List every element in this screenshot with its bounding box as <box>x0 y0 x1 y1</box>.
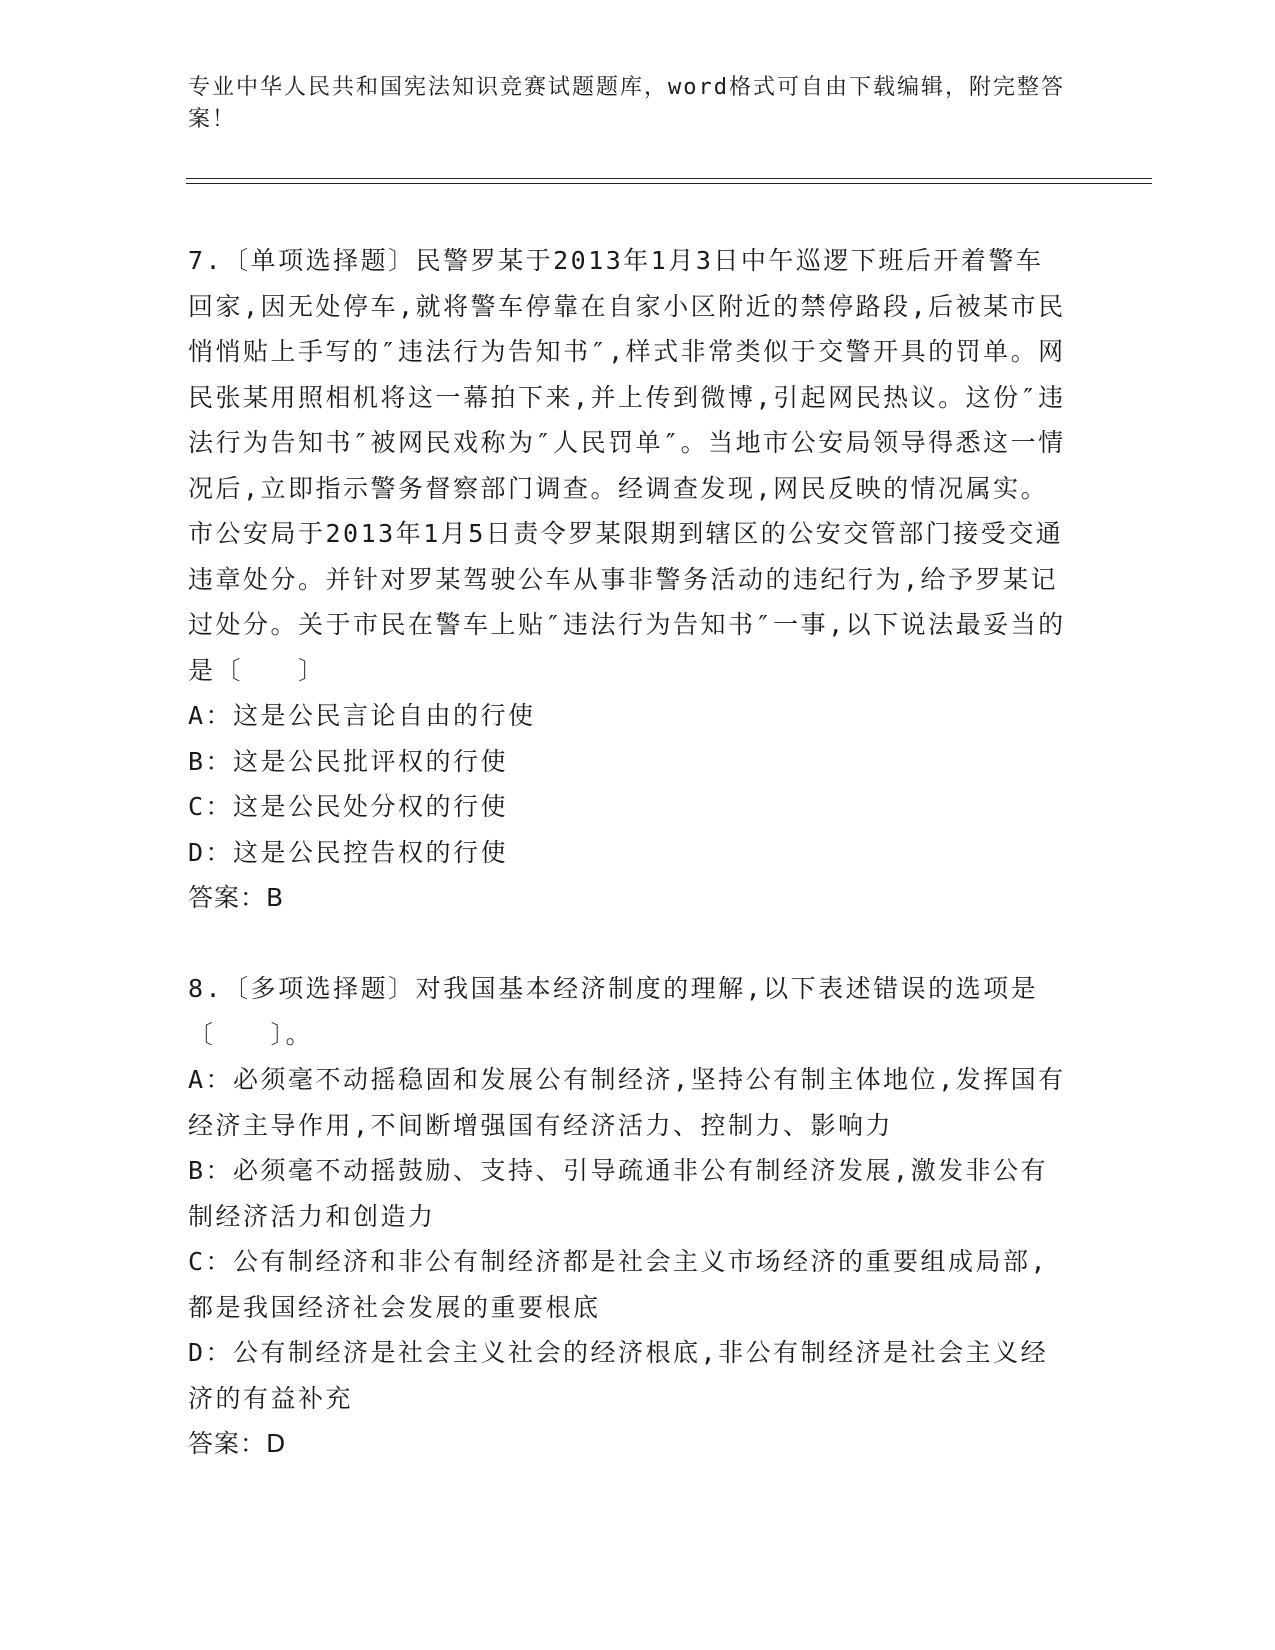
option-c: C：公有制经济和非公有制经济都是社会主义市场经济的重要组成局部,都是我国经济社会发展的重要根底 <box>188 1247 1049 1322</box>
question-stem: 8.〔多项选择题〕对我国基本经济制度的理解,以下表述错误的选项是〔 〕。 <box>188 974 1039 1049</box>
option-d: D：这是公民控告权的行使 <box>188 837 509 867</box>
option-a: A：这是公民言论自由的行使 <box>188 701 536 730</box>
answer-label: 答案：B <box>188 883 285 912</box>
option-b: B：必须毫不动摇鼓励、支持、引导疏通非公有制经济发展,激发非公有制经济活力和创造力 <box>188 1156 1049 1231</box>
document-header: 专业中华人民共和国宪法知识竞赛试题题库，word格式可自由下载编辑，附完整答案！ <box>188 75 1065 132</box>
question-7 <box>188 238 1068 920</box>
option-b: B：这是公民批评权的行使 <box>188 746 509 776</box>
option-c: C：这是公民处分权的行使 <box>188 792 509 821</box>
header-divider-bottom <box>186 183 1152 184</box>
option-a: A：必须毫不动摇稳固和发展公有制经济,坚持公有制主体地位,发挥国有经济主导作用,不间断增强国有经济活力、控制力、影响力 <box>188 1065 1066 1140</box>
header-divider-top <box>186 178 1152 179</box>
question-stem: 7.〔单项选择题〕民警罗某于2013年1月3日中午巡逻下班后开着警车回家,因无处停车,就将警车停靠在自家小区附近的禁停路段,后被某市民悄悄贴上手写的″违法行为告知书″,样式非常类似于交警开具的罚单。网民张某用照相机将这一幕拍下来,并上传到微博,引起网民热议。这份″违法行为告知书″被网民戏称为″人民罚单″。当地市公安局领导得悉这一情况后,立即指示警务督察部门调查。经调查发现,网民反映的情况属实。市公安局于2013年1月5日责令罗某限期到辖区的公安交管部门接受交通违章处分。并针对罗某驾驶公车从事非警务活动的违纪行为,给予罗某记过处分。关于市民在警车上贴″违法行为告知书″一事,以下说法最妥当的是〔 〕 <box>188 246 1066 685</box>
option-d: D：公有制经济是社会主义社会的经济根底,非公有制经济是社会主义经济的有益补充 <box>188 1338 1049 1413</box>
question-8 <box>188 966 1068 1466</box>
answer-label: 答案：D <box>188 1429 287 1458</box>
